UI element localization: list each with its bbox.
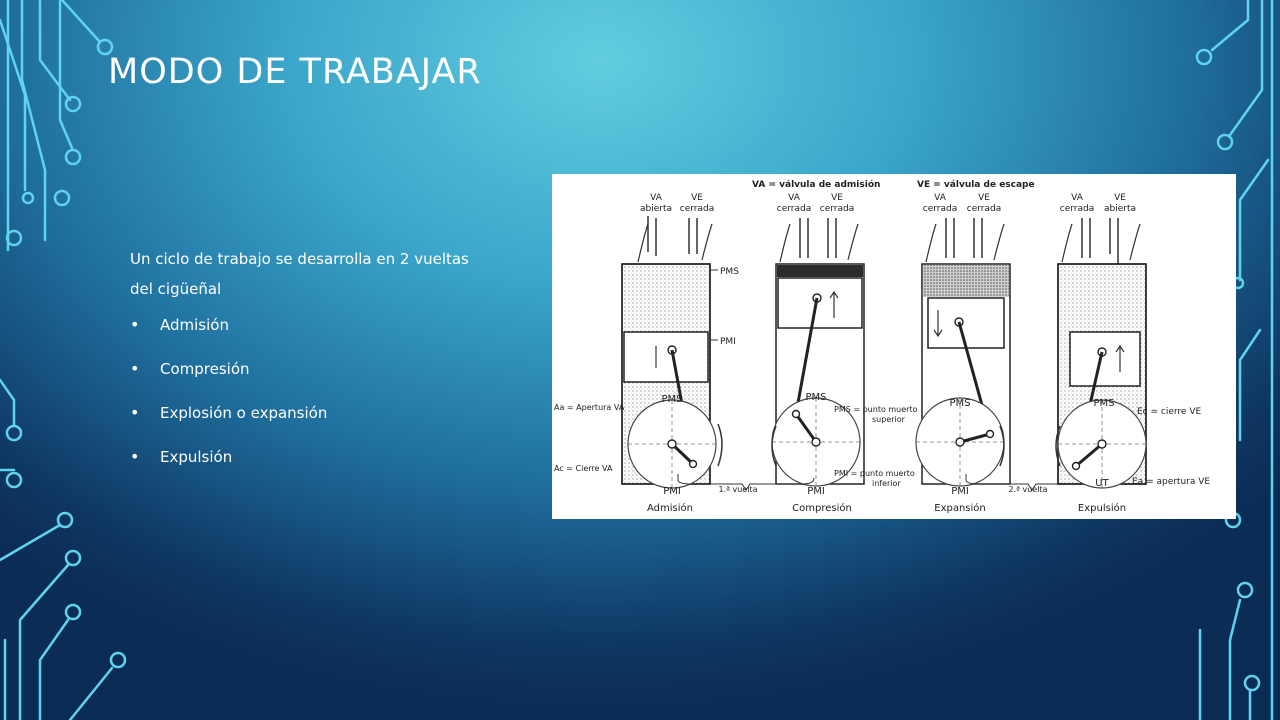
intro-text: Un ciclo de trabajo se desarrolla en 2 vueltas del cigüeñal <box>130 250 469 298</box>
legend-va: VA = válvula de admisión <box>752 180 881 190</box>
turn-1-label: 1.ª vuelta <box>718 485 758 494</box>
slide-title: MODO DE TRABAJAR <box>108 52 482 92</box>
pms-definition-line-2: superior <box>872 415 905 424</box>
legend-ve: VE = válvula de escape <box>917 180 1035 190</box>
stage-1-valve-right-state: cerrada <box>679 204 715 214</box>
stage-4-valve-left-state: cerrada <box>1059 204 1095 214</box>
stage-4-caption: Expulsión <box>1077 503 1127 514</box>
stage-3-top-label: PMS <box>949 398 971 409</box>
list-item-expulsion: • Expulsión <box>130 446 475 468</box>
turn-2-label: 2.ª vuelta <box>1008 485 1048 494</box>
stage-4-valve-left: VA <box>1071 193 1083 203</box>
stage-2-top-label: PMS <box>805 392 827 403</box>
stage-2-bottom-label: PMI <box>807 486 825 497</box>
stage-2-valve-right-state: cerrada <box>819 204 855 214</box>
stage-2-valve-left-state: cerrada <box>776 204 812 214</box>
stage-3-valve-right-state: cerrada <box>966 204 1002 214</box>
stage-3-bottom-label: PMI <box>951 486 969 497</box>
stage-3-valve-left: VA <box>934 193 946 203</box>
side-label-pmi: PMI <box>720 337 736 347</box>
engine-cycle-diagram <box>552 174 1236 519</box>
stage-expansion <box>916 193 1010 514</box>
stage-1-caption: Admisión <box>647 503 693 514</box>
stage-2-valve-right: VE <box>831 193 843 203</box>
stage-4-bottom-label: UT <box>1095 478 1109 489</box>
list-item-admision: • Admisión <box>130 314 475 336</box>
stage-4-valve-right: VE <box>1114 193 1126 203</box>
annotation-ec: Ec = cierre VE <box>1137 407 1202 417</box>
stage-2-caption: Compresión <box>792 503 852 514</box>
list-item-explosion: • Explosión o expansión <box>130 402 475 424</box>
pmi-definition-line-1: PMI = punto muerto <box>834 469 915 478</box>
stage-1-top-label: PMS <box>661 394 683 405</box>
stage-4-top-label: PMS <box>1093 398 1115 409</box>
stage-2-valve-left: VA <box>788 193 800 203</box>
stage-3-valve-left-state: cerrada <box>922 204 958 214</box>
stage-1-bottom-label: PMI <box>663 486 681 497</box>
stage-3-valve-right: VE <box>978 193 990 203</box>
stage-1-valve-right: VE <box>691 193 703 203</box>
pmi-definition-line-2: inferior <box>872 479 901 488</box>
pms-definition-line-1: PMS = punto muerto <box>834 405 918 414</box>
stroke-list <box>130 314 475 468</box>
stage-4-valve-right-state: abierta <box>1103 204 1137 214</box>
stage-admision <box>622 193 722 514</box>
annotation-aa: Aa = Apertura VA <box>554 403 625 412</box>
stage-expulsion <box>1056 193 1146 514</box>
annotation-ac: Ac = Cierre VA <box>554 464 613 473</box>
stage-1-valve-left: VA <box>650 193 662 203</box>
list-item-compresion: • Compresión <box>130 358 475 380</box>
stage-3-caption: Expansión <box>934 503 986 514</box>
side-label-pms: PMS <box>720 267 739 277</box>
slide-content <box>130 244 475 490</box>
annotation-ea: Ea = apertura VE <box>1132 477 1211 487</box>
stage-1-valve-left-state: abierta <box>639 204 673 214</box>
stage-compresion <box>772 193 864 514</box>
